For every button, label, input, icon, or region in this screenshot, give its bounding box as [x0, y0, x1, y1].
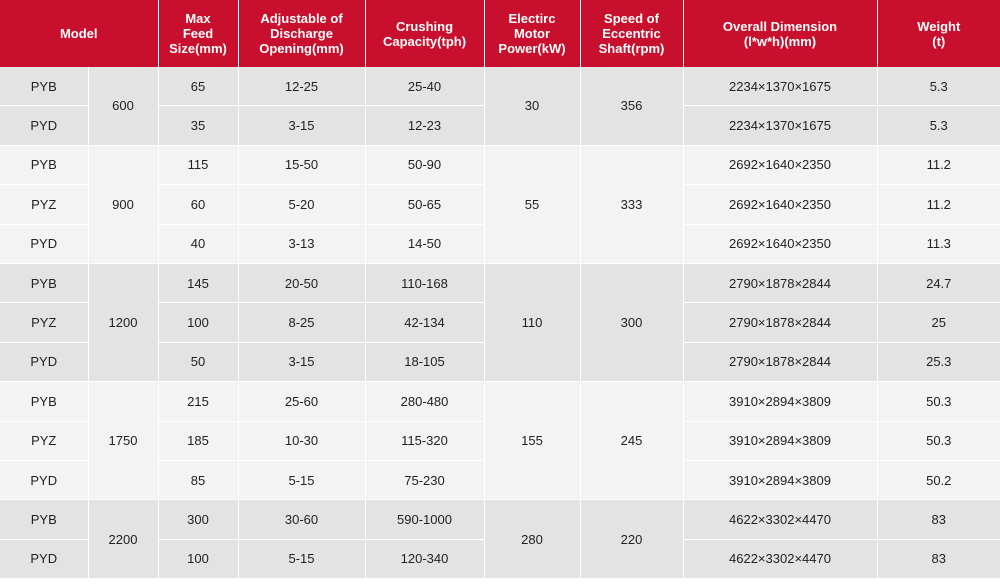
cell-max-feed-size: 145: [158, 263, 238, 302]
cell-crushing-capacity: 50-90: [365, 145, 484, 184]
table-row: [0, 500, 1000, 539]
header-crushing-capacity: Crushing Capacity(tph): [365, 0, 484, 67]
cell-overall-dimension: 2790×1878×2844: [683, 263, 877, 302]
cell-overall-dimension: 4622×3302×4470: [683, 500, 877, 539]
cell-discharge-opening: 10-30: [238, 421, 365, 460]
cell-max-feed-size: 40: [158, 224, 238, 263]
cell-motor-power: 155: [484, 382, 580, 500]
cell-weight: 83: [877, 539, 1000, 578]
cell-overall-dimension: 3910×2894×3809: [683, 460, 877, 499]
cell-discharge-opening: 5-15: [238, 460, 365, 499]
cell-model-size: 1200: [88, 263, 158, 381]
header-max-feed-size: Max Feed Size(mm): [158, 0, 238, 67]
cell-discharge-opening: 5-15: [238, 539, 365, 578]
cell-weight: 24.7: [877, 263, 1000, 302]
cell-overall-dimension: 2692×1640×2350: [683, 145, 877, 184]
table-row: [0, 382, 1000, 421]
cell-crushing-capacity: 110-168: [365, 263, 484, 302]
cell-motor-power: 30: [484, 67, 580, 145]
header-weight: Weight (t): [877, 0, 1000, 67]
cell-max-feed-size: 65: [158, 67, 238, 106]
cell-model-type: PYB: [0, 500, 88, 539]
cell-crushing-capacity: 42-134: [365, 303, 484, 342]
cell-crushing-capacity: 50-65: [365, 185, 484, 224]
cell-shaft-speed: 245: [580, 382, 683, 500]
cell-model-type: PYB: [0, 145, 88, 184]
cell-overall-dimension: 2692×1640×2350: [683, 185, 877, 224]
cell-model-size: 600: [88, 67, 158, 145]
cell-weight: 25.3: [877, 342, 1000, 381]
cell-shaft-speed: 333: [580, 145, 683, 263]
cell-model-size: 900: [88, 145, 158, 263]
cell-shaft-speed: 300: [580, 263, 683, 381]
cell-max-feed-size: 100: [158, 539, 238, 578]
cell-model-type: PYB: [0, 67, 88, 106]
cell-model-type: PYD: [0, 460, 88, 499]
cell-max-feed-size: 60: [158, 185, 238, 224]
cell-crushing-capacity: 280-480: [365, 382, 484, 421]
cell-overall-dimension: 2234×1370×1675: [683, 67, 877, 106]
cell-model-type: PYD: [0, 224, 88, 263]
cell-weight: 50.3: [877, 421, 1000, 460]
cell-max-feed-size: 85: [158, 460, 238, 499]
cell-overall-dimension: 3910×2894×3809: [683, 382, 877, 421]
cell-crushing-capacity: 14-50: [365, 224, 484, 263]
cell-shaft-speed: 220: [580, 500, 683, 579]
cell-motor-power: 55: [484, 145, 580, 263]
cell-crushing-capacity: 120-340: [365, 539, 484, 578]
cell-model-type: PYZ: [0, 185, 88, 224]
cell-model-size: 2200: [88, 500, 158, 579]
header-row: [0, 0, 1000, 67]
cell-model-type: PYZ: [0, 421, 88, 460]
cell-max-feed-size: 185: [158, 421, 238, 460]
cell-discharge-opening: 30-60: [238, 500, 365, 539]
cell-discharge-opening: 12-25: [238, 67, 365, 106]
cell-max-feed-size: 115: [158, 145, 238, 184]
header-overall-dimension: Overall Dimension (l*w*h)(mm): [683, 0, 877, 67]
cell-max-feed-size: 35: [158, 106, 238, 145]
cell-weight: 25: [877, 303, 1000, 342]
cell-model-type: PYB: [0, 382, 88, 421]
cell-max-feed-size: 50: [158, 342, 238, 381]
cell-model-type: PYZ: [0, 303, 88, 342]
header-shaft-speed: Speed of Eccentric Shaft(rpm): [580, 0, 683, 67]
cell-max-feed-size: 100: [158, 303, 238, 342]
cell-discharge-opening: 3-15: [238, 342, 365, 381]
cell-weight: 11.3: [877, 224, 1000, 263]
cell-discharge-opening: 3-13: [238, 224, 365, 263]
cell-model-size: 1750: [88, 382, 158, 500]
cell-weight: 5.3: [877, 67, 1000, 106]
cell-overall-dimension: 2790×1878×2844: [683, 342, 877, 381]
table-row: [0, 263, 1000, 302]
cell-model-type: PYD: [0, 342, 88, 381]
cell-motor-power: 110: [484, 263, 580, 381]
cell-weight: 11.2: [877, 145, 1000, 184]
cell-overall-dimension: 3910×2894×3809: [683, 421, 877, 460]
cell-weight: 11.2: [877, 185, 1000, 224]
cell-crushing-capacity: 590-1000: [365, 500, 484, 539]
cell-discharge-opening: 25-60: [238, 382, 365, 421]
cell-overall-dimension: 2692×1640×2350: [683, 224, 877, 263]
header-discharge-opening: Adjustable of Discharge Opening(mm): [238, 0, 365, 67]
cell-weight: 50.3: [877, 382, 1000, 421]
cell-discharge-opening: 8-25: [238, 303, 365, 342]
cell-max-feed-size: 300: [158, 500, 238, 539]
cell-discharge-opening: 5-20: [238, 185, 365, 224]
header-motor-power: Electirc Motor Power(kW): [484, 0, 580, 67]
cell-crushing-capacity: 18-105: [365, 342, 484, 381]
cell-model-type: PYD: [0, 539, 88, 578]
table-row: [0, 67, 1000, 106]
cell-motor-power: 280: [484, 500, 580, 579]
cell-crushing-capacity: 115-320: [365, 421, 484, 460]
cell-shaft-speed: 356: [580, 67, 683, 145]
cell-discharge-opening: 3-15: [238, 106, 365, 145]
cell-discharge-opening: 15-50: [238, 145, 365, 184]
cell-weight: 5.3: [877, 106, 1000, 145]
cell-model-type: PYD: [0, 106, 88, 145]
header-model: Model: [0, 0, 158, 67]
cell-discharge-opening: 20-50: [238, 263, 365, 302]
cell-overall-dimension: 2234×1370×1675: [683, 106, 877, 145]
cell-model-type: PYB: [0, 263, 88, 302]
cell-crushing-capacity: 12-23: [365, 106, 484, 145]
cell-overall-dimension: 2790×1878×2844: [683, 303, 877, 342]
table-row: [0, 145, 1000, 184]
cell-overall-dimension: 4622×3302×4470: [683, 539, 877, 578]
cell-crushing-capacity: 25-40: [365, 67, 484, 106]
cell-max-feed-size: 215: [158, 382, 238, 421]
table-body: [0, 67, 1000, 579]
cell-weight: 83: [877, 500, 1000, 539]
cell-weight: 50.2: [877, 460, 1000, 499]
cell-crushing-capacity: 75-230: [365, 460, 484, 499]
